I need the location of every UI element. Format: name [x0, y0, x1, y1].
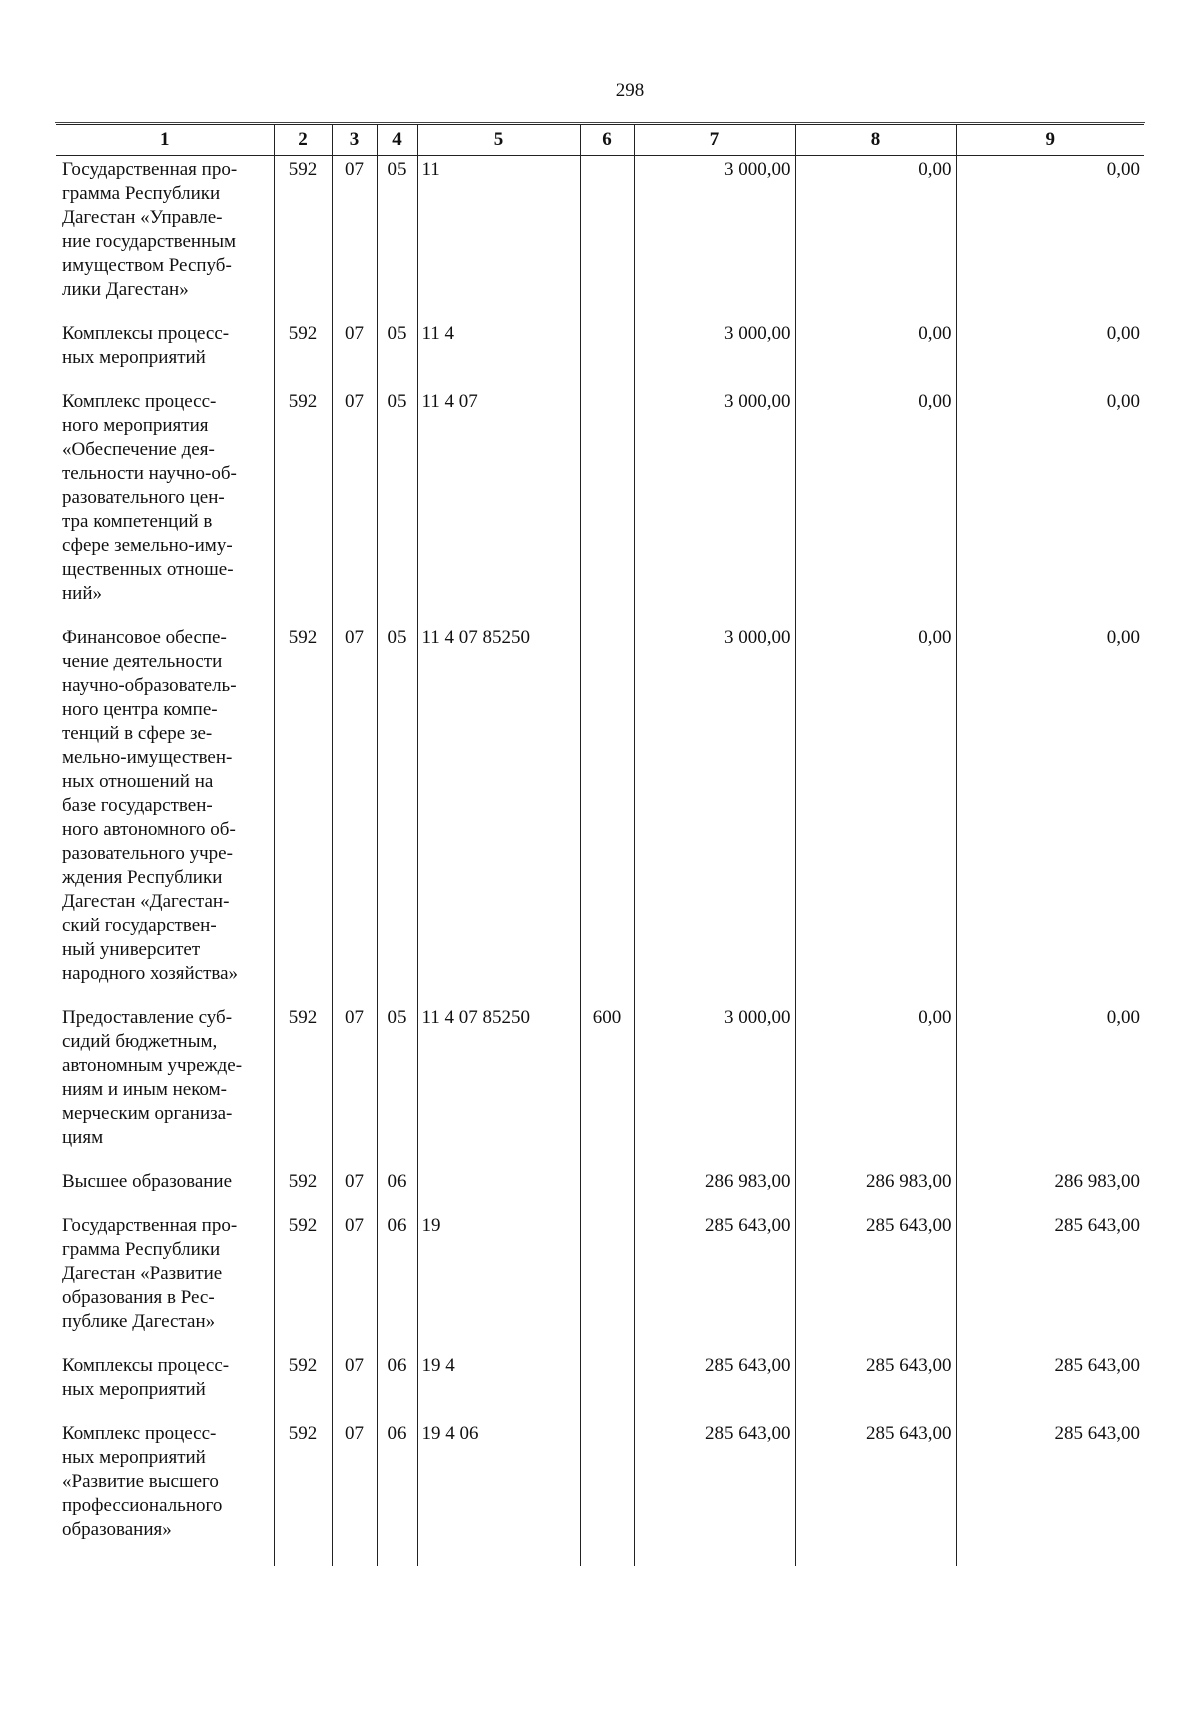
cell-col-3: 07	[332, 1168, 377, 1212]
cell-col-6	[580, 624, 634, 1004]
cell-col-3: 07	[332, 320, 377, 388]
row-name: Предоставление суб- сидий бюджетным, автономным учрежде- ниям и иным неком- мерческим организа- циям	[56, 1004, 274, 1168]
cell-col-7: 285 643,00	[634, 1212, 795, 1352]
row-name: Комплекс процесс- ных мероприятий «Развитие высшего профессионального образования»	[56, 1420, 274, 1566]
cell-col-5: 11 4 07 85250	[417, 1004, 580, 1168]
cell-col-6	[580, 1352, 634, 1420]
cell-col-4: 05	[377, 624, 417, 1004]
cell-col-6: 600	[580, 1004, 634, 1168]
cell-col-2: 592	[274, 388, 332, 624]
cell-col-6	[580, 388, 634, 624]
cell-col-7: 285 643,00	[634, 1352, 795, 1420]
cell-col-7: 286 983,00	[634, 1168, 795, 1212]
cell-col-2: 592	[274, 1212, 332, 1352]
table-row	[56, 388, 1144, 624]
header-cell: 6	[580, 125, 634, 156]
cell-col-8: 0,00	[795, 320, 956, 388]
table-row	[56, 156, 1144, 321]
cell-col-8: 0,00	[795, 1004, 956, 1168]
table-row	[56, 624, 1144, 1004]
header-cell: 2	[274, 125, 332, 156]
row-name: Финансовое обеспе- чение деятельности научно-образователь- ного центра компе- тенций в сфере зе- мельно-имуществен- ных отношений на базе государствен- ного автономного об- разовательного учре- ждения Республики Дагестан «Дагестан- ский государствен- ный университет народного хозяйства»	[56, 624, 274, 1004]
cell-col-6	[580, 1420, 634, 1566]
cell-col-8: 286 983,00	[795, 1168, 956, 1212]
cell-col-9: 286 983,00	[956, 1168, 1144, 1212]
cell-col-2: 592	[274, 1168, 332, 1212]
header-cell: 5	[417, 125, 580, 156]
cell-col-4: 05	[377, 1004, 417, 1168]
cell-col-7: 3 000,00	[634, 320, 795, 388]
cell-col-6	[580, 320, 634, 388]
row-name: Комплексы процесс- ных мероприятий	[56, 320, 274, 388]
cell-col-5: 19 4 06	[417, 1420, 580, 1566]
header-cell: 3	[332, 125, 377, 156]
header-cell: 4	[377, 125, 417, 156]
cell-col-3: 07	[332, 1352, 377, 1420]
cell-col-2: 592	[274, 624, 332, 1004]
cell-col-5: 11 4	[417, 320, 580, 388]
table-body	[56, 156, 1144, 1567]
row-name: Государственная про- грамма Республики Дагестан «Развитие образования в Рес- публике Дагестан»	[56, 1212, 274, 1352]
cell-col-4: 06	[377, 1420, 417, 1566]
cell-col-7: 3 000,00	[634, 1004, 795, 1168]
row-name: Высшее образование	[56, 1168, 274, 1212]
cell-col-9: 0,00	[956, 156, 1144, 321]
cell-col-4: 05	[377, 388, 417, 624]
cell-col-8: 285 643,00	[795, 1352, 956, 1420]
cell-col-9: 285 643,00	[956, 1352, 1144, 1420]
table-row	[56, 1168, 1144, 1212]
cell-col-5: 19 4	[417, 1352, 580, 1420]
cell-col-3: 07	[332, 1212, 377, 1352]
cell-col-3: 07	[332, 1004, 377, 1168]
table-row	[56, 320, 1144, 388]
table-row	[56, 1212, 1144, 1352]
cell-col-5: 11	[417, 156, 580, 321]
table-header-row	[56, 125, 1144, 156]
budget-table	[56, 124, 1144, 1566]
cell-col-5	[417, 1168, 580, 1212]
cell-col-6	[580, 156, 634, 321]
cell-col-8: 285 643,00	[795, 1420, 956, 1566]
cell-col-7: 3 000,00	[634, 156, 795, 321]
cell-col-9: 0,00	[956, 388, 1144, 624]
cell-col-5: 11 4 07 85250	[417, 624, 580, 1004]
cell-col-8: 0,00	[795, 388, 956, 624]
cell-col-3: 07	[332, 388, 377, 624]
cell-col-4: 05	[377, 156, 417, 321]
cell-col-9: 0,00	[956, 624, 1144, 1004]
header-cell: 1	[56, 125, 274, 156]
row-name: Комплекс процесс- ного мероприятия «Обеспечение дея- тельности научно-об- разовательного цен- тра компетенций в сфере земельно-иму- щественных отноше- ний»	[56, 388, 274, 624]
table-row	[56, 1004, 1144, 1168]
cell-col-3: 07	[332, 1420, 377, 1566]
table-row	[56, 1352, 1144, 1420]
cell-col-6	[580, 1168, 634, 1212]
cell-col-2: 592	[274, 320, 332, 388]
header-cell: 7	[634, 125, 795, 156]
cell-col-9: 285 643,00	[956, 1420, 1144, 1566]
cell-col-5: 19	[417, 1212, 580, 1352]
cell-col-3: 07	[332, 624, 377, 1004]
top-rule	[55, 122, 1145, 123]
cell-col-2: 592	[274, 1420, 332, 1566]
cell-col-9: 0,00	[956, 1004, 1144, 1168]
row-name: Комплексы процесс- ных мероприятий	[56, 1352, 274, 1420]
cell-col-4: 06	[377, 1352, 417, 1420]
row-name: Государственная про- грамма Республики Дагестан «Управле- ние государственным имуществом Респуб- лики Дагестан»	[56, 156, 274, 321]
cell-col-3: 07	[332, 156, 377, 321]
page-number: 298	[615, 80, 645, 101]
cell-col-2: 592	[274, 1352, 332, 1420]
header-cell: 9	[956, 125, 1144, 156]
cell-col-2: 592	[274, 1004, 332, 1168]
cell-col-8: 0,00	[795, 156, 956, 321]
cell-col-9: 0,00	[956, 320, 1144, 388]
cell-col-7: 285 643,00	[634, 1420, 795, 1566]
cell-col-8: 0,00	[795, 624, 956, 1004]
cell-col-4: 05	[377, 320, 417, 388]
cell-col-4: 06	[377, 1168, 417, 1212]
cell-col-9: 285 643,00	[956, 1212, 1144, 1352]
cell-col-2: 592	[274, 156, 332, 321]
cell-col-7: 3 000,00	[634, 624, 795, 1004]
cell-col-7: 3 000,00	[634, 388, 795, 624]
table-row	[56, 1420, 1144, 1566]
cell-col-5: 11 4 07	[417, 388, 580, 624]
cell-col-6	[580, 1212, 634, 1352]
cell-col-4: 06	[377, 1212, 417, 1352]
cell-col-8: 285 643,00	[795, 1212, 956, 1352]
header-cell: 8	[795, 125, 956, 156]
